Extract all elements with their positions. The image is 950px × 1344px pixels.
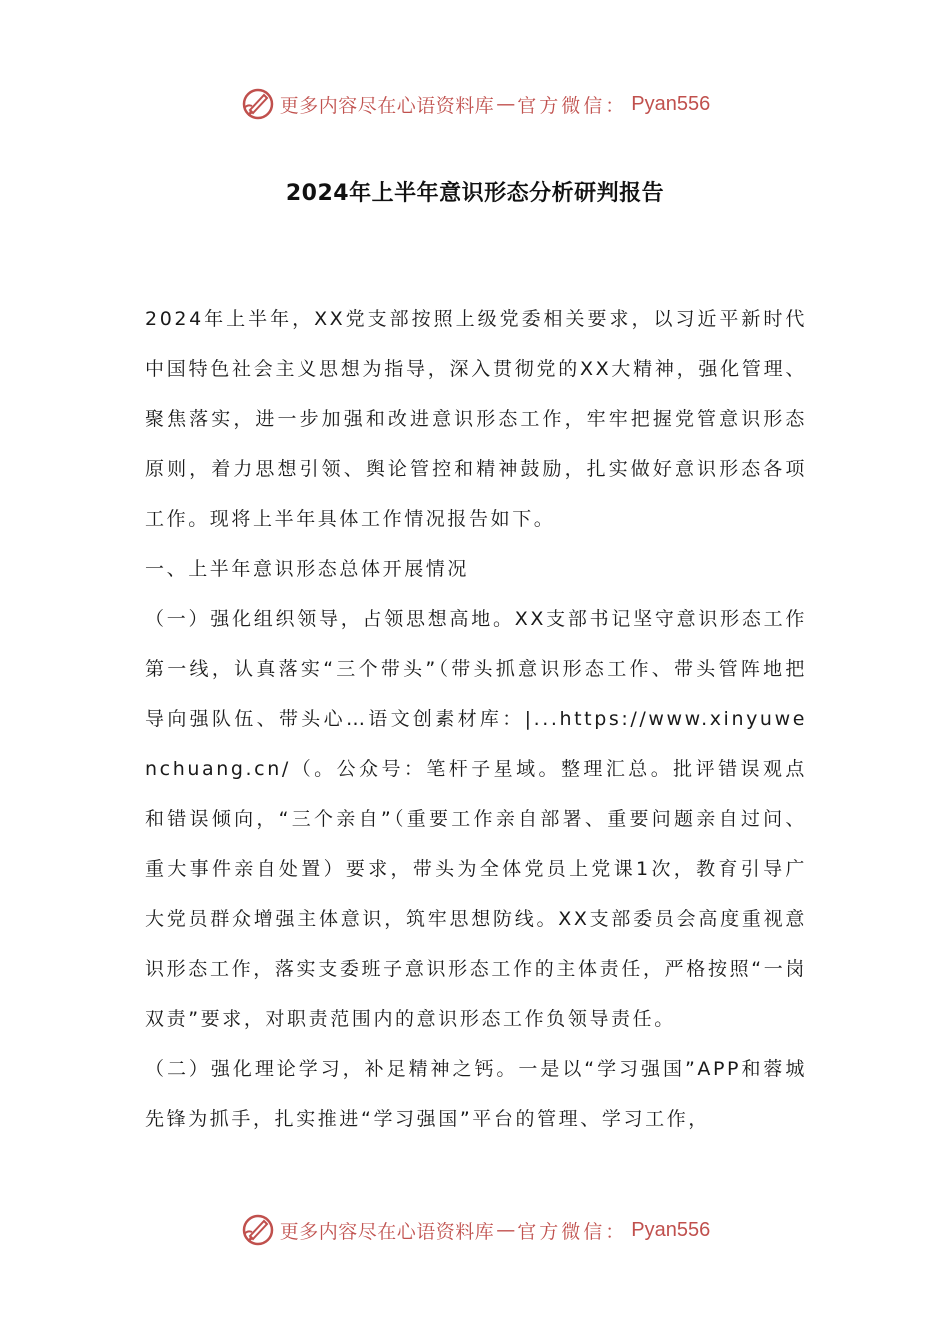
document-body xyxy=(145,294,807,1144)
footer-watermark-banner xyxy=(0,1210,950,1250)
wechat-label: 官方微信： xyxy=(517,94,628,117)
pen-logo-icon xyxy=(240,86,276,122)
section-heading-1: 一、上半年意识形态总体开展情况 xyxy=(145,558,470,580)
paragraph-intro: 2024年上半年，XX党支部按照上级党委相关要求，以习近平新时代中国特色社会主义思想为指导，深入贯彻党的XX大精神，强化管理、聚焦落实，进一步加强和改进意识形态工作，牢牢把握党管意识形态原则，着力思想引领、舆论管控和精神鼓励，扎实做好意识形态各项工作。现将上半年具体工作情况报告如下。 xyxy=(145,308,807,530)
wechat-id: Pyan556 xyxy=(631,1218,711,1241)
wechat-label: 官方微信： xyxy=(517,1220,628,1243)
wechat-id: Pyan556 xyxy=(631,92,711,115)
header-watermark-banner xyxy=(0,84,950,124)
paragraph-organization: （一）强化组织领导，占领思想高地。XX支部书记坚守意识形态工作第一线，认真落实“三个带头”（带头抓意识形态工作、带头管阵地把导向强队伍、带头心…语文创素材库：|...https://www.xinyuwenchuang.cn/（。公众号：笔杆子星域。整理汇总。批评错误观点和错误倾向，“三个亲自”（重要工作亲自部署、重要问题亲自过问、重大事件亲自处置）要求，带头为全体党员上党课1次，教育引导广大党员群众增强主体意识，筑牢思想防线。XX支部委员会高度重视意识形态工作，落实支委班子意识形态工作的主体责任，严格按照“一岗双责”要求，对职责范围内的意识形态工作负领导责任。 xyxy=(145,608,807,1030)
brand-text: 更多内容尽在心语资料库 xyxy=(279,1220,495,1243)
paragraph-theory-study: （二）强化理论学习，补足精神之钙。一是以“学习强国”APP和蓉城先锋为抓手，扎实推进“学习强国”平台的管理、学习工作， xyxy=(145,1058,807,1130)
brand-text: 更多内容尽在心语资料库 xyxy=(279,94,495,117)
brand-dash: — xyxy=(496,93,516,115)
pen-logo-icon xyxy=(240,1212,276,1248)
document-title: 2024年上半年意识形态分析研判报告 xyxy=(285,181,665,206)
brand-dash: — xyxy=(496,1219,516,1241)
